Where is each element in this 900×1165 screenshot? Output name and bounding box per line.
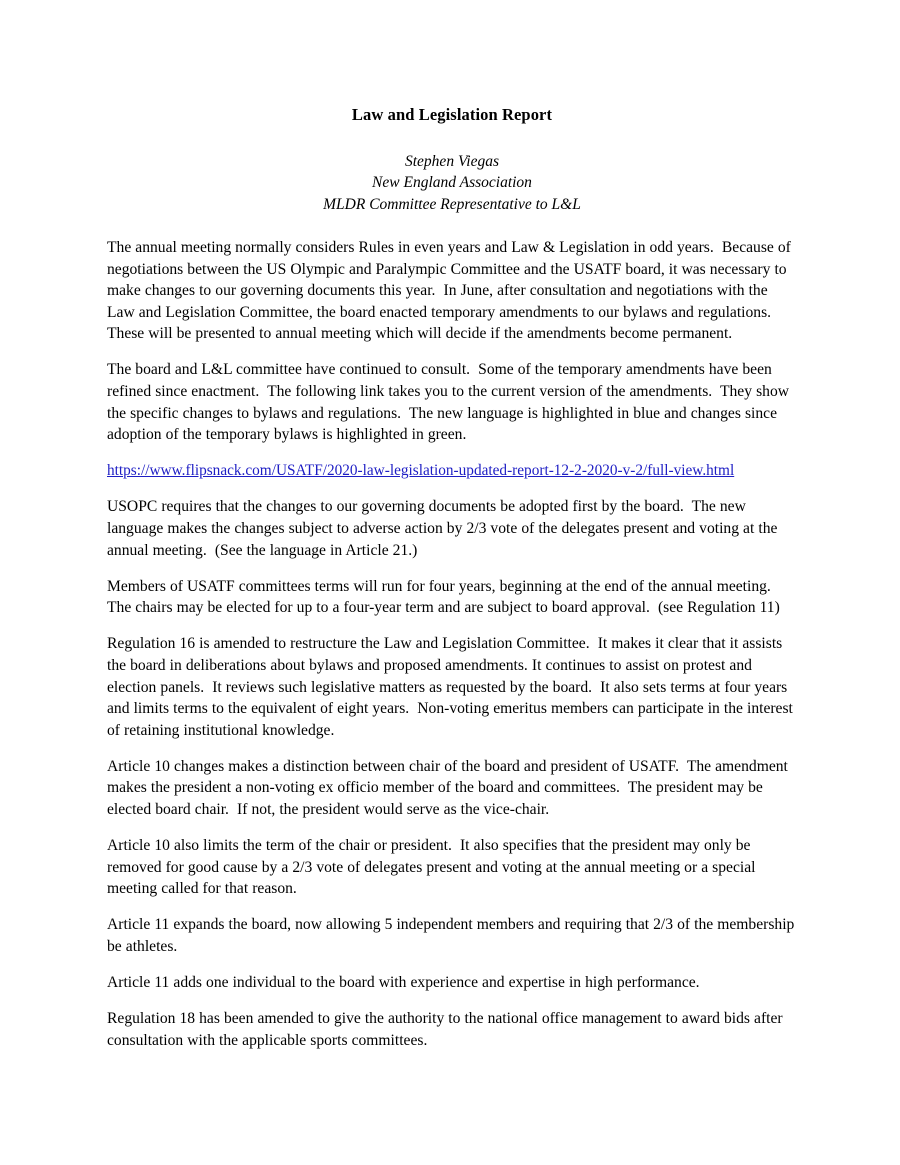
paragraph-10: Regulation 18 has been amended to give the authority to the national office management to award bids after consultation with the applicable sports committees.	[107, 1010, 787, 1049]
page-title: Law and Legislation Report	[351, 105, 553, 124]
paragraph-3: USOPC requires that the changes to our governing documents be adopted first by the board. The new language makes the changes subject to adverse action by 2/3 vote of the delegates present and voting at the annual meeting. (See the language in Article 21.)	[107, 498, 782, 559]
paragraph-1: The annual meeting normally considers Rules in even years and Law & Legislation in odd years. Because of negotiations between the US Olympic and Paralympic Committee and the USATF board, it was necessary to make changes to our governing documents this year. In June, after consultation and negotiations with the Law and Legislation Committee, the board enacted temporary amendments to our bylaws and regulations. These will be presented to annual meeting which will decide if the amendments become permanent.	[107, 239, 795, 343]
paragraph-5: Regulation 16 is amended to restructure the Law and Legislation Committee. It makes it clear that it assists the board in deliberations about bylaws and proposed amendments. It continues to assist on protest and election panels. It reviews such legislative matters as requested by the board. It also sets terms at four years and limits terms to the equivalent of eight years. Non-voting emeritus members can participate in the interest of retaining institutional knowledge.	[107, 635, 797, 739]
paragraph-6: Article 10 changes makes a distinction between chair of the board and president of USATF. The amendment makes the president a non-voting ex officio member of the board and committees. The president may be elected board chair. If not, the president would serve as the vice-chair.	[107, 757, 792, 819]
document-body	[107, 104, 797, 1051]
paragraph-9: Article 11 adds one individual to the board with experience and expertise in high performance.	[107, 974, 700, 992]
byline	[107, 151, 797, 216]
amendments-link-line	[107, 460, 797, 482]
byline-author: Stephen Viegas	[405, 152, 499, 170]
paragraph-7: Article 10 also limits the term of the chair or president. It also specifies that the president may only be removed for good cause by a 2/3 vote of delegates present and voting at the annual meeting or a special meeting called for that reason.	[107, 837, 760, 898]
byline-role: MLDR Committee Representative to L&L	[323, 195, 581, 213]
paragraph-4: Members of USATF committees terms will run for four years, beginning at the end of the annual meeting. The chairs may be elected for up to a four-year term and are subject to board approval. (see Regulation 11)	[107, 577, 780, 617]
paragraph-2: The board and L&L committee have continued to consult. Some of the temporary amendments have been refined since enactment. The following link takes you to the current version of the amendments. They show the specific changes to bylaws and regulations. The new language is highlighted in blue and changes since adoption of the temporary bylaws is highlighted in green.	[107, 361, 794, 444]
amendments-link[interactable]: https://www.flipsnack.com/USATF/2020-law-legislation-updated-report-12-2-2020-v-2/full-view.html	[107, 462, 735, 480]
byline-association: New England Association	[372, 174, 532, 191]
paragraph-8: Article 11 expands the board, now allowing 5 independent members and requiring that 2/3 of the membership be athletes.	[107, 916, 799, 956]
